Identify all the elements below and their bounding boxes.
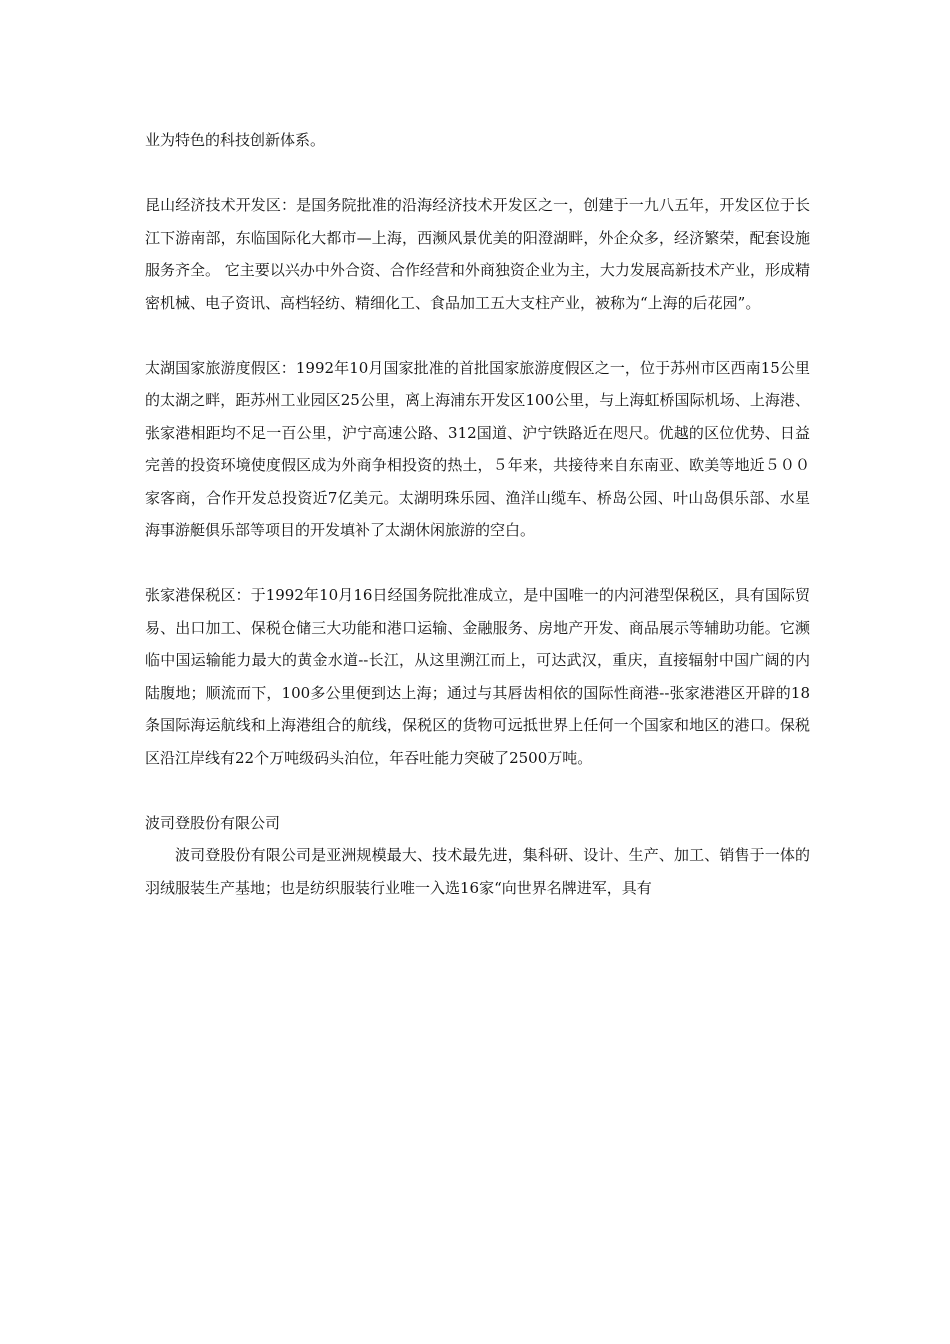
section-heading-bosideng: 波司登股份有限公司 [145, 813, 281, 832]
paragraph-taihu-resort: 太湖国家旅游度假区：1992年10月国家批准的首批国家旅游度假区之一，位于苏州市区西南15公里的太湖之畔，距苏州工业园区25公里，离上海浦东开发区100公里，与上海虹桥国际机场、上海港、张家港相距均不足一百公里，沪宁高速公路、312国道、沪宁铁路近在咫尺。优越的区位优势、日益完善的投资环境使度假区成为外商争相投资的热土，５年来，共接待来自东南亚、欧美等地近５００家客商，合作开发总投资近7亿美元。太湖明珠乐园、渔洋山缆车、桥岛公园、叶山岛俱乐部、水星海事游艇俱乐部等项目的开发填补了太湖休闲旅游的空白。 [145, 358, 810, 539]
paragraph-zhangjiagang-bonded-zone: 张家港保税区：于1992年10月16日经国务院批准成立，是中国唯一的内河港型保税区，具有国际贸易、出口加工、保税仓储三大功能和港口运输、金融服务、房地产开发、商品展示等辅助功能。它濒临中国运输能力最大的黄金水道--长江，从这里溯江而上，可达武汉，重庆，直接辐射中国广阔的内陆腹地；顺流而下，100多公里便到达上海；通过与其唇齿相依的国际性商港--张家港港区开辟的18条国际海运航线和上海港组合的航线，保税区的货物可远抵世界上任何一个国家和地区的港口。保税区沿江岸线有22个万吨级码头泊位，年吞吐能力突破了2500万吨。 [145, 586, 810, 767]
paragraph-tech-innovation-end: 业为特色的科技创新体系。 [145, 131, 326, 149]
paragraph-gap [145, 319, 810, 352]
paragraph-kunshan-zone: 昆山经济技术开发区：是国务院批准的沿海经济技术开发区之一，创建于一九八五年，开发区位于长江下游南部，东临国际化大都市—上海，西濒风景优美的阳澄湖畔，外企众多，经济繁荣，配套设施服务齐全。 它主要以兴办中外合资、合作经营和外商独资企业为主，大力发展高新技术产业，形成精密机械、电子资讯、高档轻纺、精细化工、食品加工五大支柱产业，被称为“上海的后花园”。 [145, 196, 810, 312]
paragraph-gap [145, 774, 810, 807]
document-body [145, 124, 810, 904]
paragraph-gap [145, 157, 810, 190]
paragraph-gap [145, 547, 810, 580]
paragraph-bosideng-intro: 波司登股份有限公司是亚洲规模最大、技术最先进，集科研、设计、生产、加工、销售于一体的羽绒服装生产基地；也是纺织服装行业唯一入选16家“向世界名牌进军，具有 [145, 846, 810, 897]
